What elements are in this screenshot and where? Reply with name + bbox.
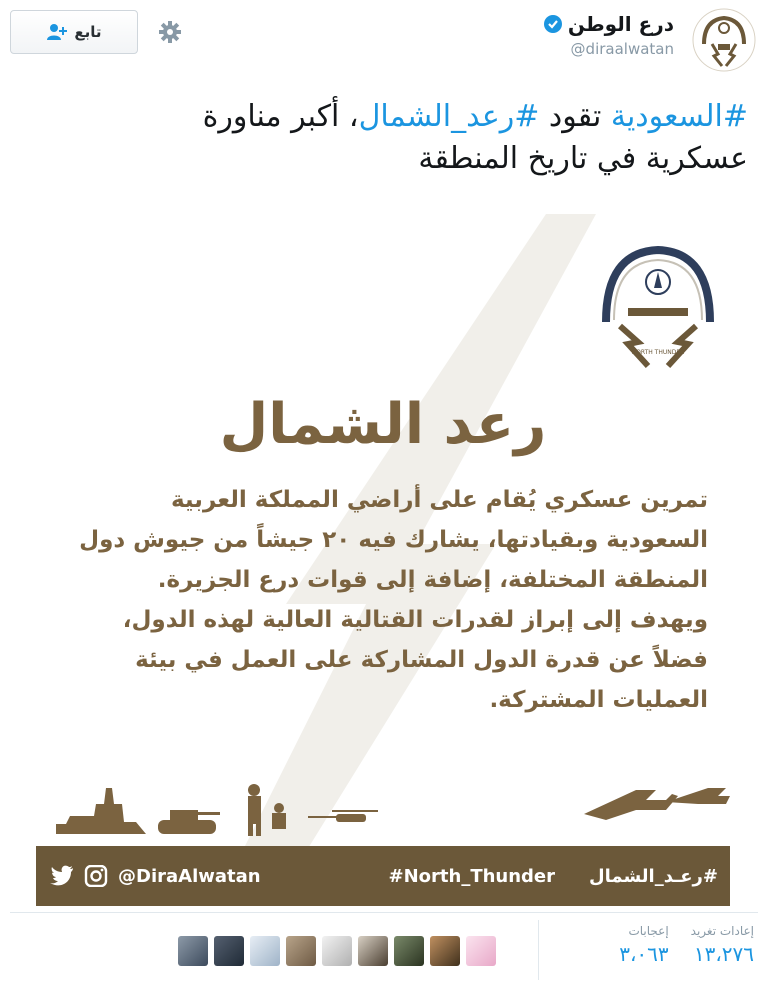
follow-button[interactable] bbox=[10, 10, 138, 54]
verified-badge-icon bbox=[544, 15, 562, 33]
tweet-line-1 bbox=[48, 96, 748, 138]
account-handle[interactable]: @diraalwatan bbox=[570, 40, 674, 58]
hashtag-north-thunder-link[interactable]: #رعد_الشمال bbox=[358, 99, 540, 134]
liker-avatar[interactable] bbox=[358, 936, 388, 966]
liker-avatar[interactable] bbox=[178, 936, 208, 966]
tweet-text bbox=[48, 96, 748, 180]
instagram-icon bbox=[84, 865, 108, 887]
shield-logo-icon bbox=[692, 8, 756, 72]
liker-avatar[interactable] bbox=[250, 936, 280, 966]
tweet-line-2: عسكرية في تاريخ المنطقة bbox=[418, 141, 748, 176]
likes-count[interactable]: ٣،٠٦٣ bbox=[619, 942, 669, 966]
likes-stat[interactable] bbox=[619, 924, 668, 966]
poster-hashtag-ar: #رعـد_الشمال bbox=[589, 865, 718, 887]
retweets-count[interactable]: ١٣،٢٧٦ bbox=[693, 942, 754, 966]
tweet-image[interactable] bbox=[36, 184, 730, 906]
avatar[interactable] bbox=[692, 8, 756, 72]
military-silhouettes bbox=[36, 774, 730, 846]
divider bbox=[10, 912, 758, 913]
account-info[interactable] bbox=[544, 12, 674, 58]
account-name[interactable]: درع الوطن bbox=[567, 12, 674, 36]
tweet-rest: ، أكبر مناورة bbox=[202, 99, 359, 134]
liker-avatar[interactable] bbox=[214, 936, 244, 966]
retweets-label: إعادات تغريد bbox=[690, 924, 754, 938]
poster-hashtag-en: #North_Thunder bbox=[388, 865, 556, 887]
gear-icon[interactable] bbox=[158, 20, 182, 44]
tweet-stats bbox=[619, 924, 754, 966]
retweets-stat[interactable] bbox=[691, 924, 754, 966]
poster-footer-bar bbox=[36, 846, 730, 906]
tweet-word: تقود bbox=[548, 99, 602, 134]
liker-avatar[interactable] bbox=[394, 936, 424, 966]
stats-divider bbox=[538, 920, 539, 980]
twitter-bird-icon bbox=[50, 865, 74, 887]
liker-avatar[interactable] bbox=[430, 936, 460, 966]
liker-avatar[interactable] bbox=[286, 936, 316, 966]
likes-label: إعجابات bbox=[628, 924, 669, 938]
poster-handle: @DiraAlwatan bbox=[118, 865, 261, 887]
emblem-caption: NORTH THUNDER bbox=[631, 349, 685, 356]
north-thunder-emblem bbox=[598, 242, 718, 372]
hashtag-saudi-link[interactable]: #السعودية bbox=[610, 99, 748, 134]
follow-label: تابع bbox=[74, 23, 102, 41]
add-user-icon bbox=[46, 23, 68, 41]
likers-avatars bbox=[178, 936, 496, 966]
poster-title: رعد الشمال bbox=[219, 392, 547, 457]
liker-avatar[interactable] bbox=[466, 936, 496, 966]
poster-body: تمرين عسكري يُقام على أراضي المملكة العربية السعودية وبقيادتها، يشارك فيه ٢٠ جيشاً من جيوش دول المنطقة المختلفة، إضافة إلى قوات درع الجزيرة. ويهدف إلى إبراز لقدرات القتالية العالية لهذه الدول، فضلاً عن قدرة الدول المشاركة على العمل في بيئة العمليات المشتركة. bbox=[79, 487, 708, 713]
liker-avatar[interactable] bbox=[322, 936, 352, 966]
